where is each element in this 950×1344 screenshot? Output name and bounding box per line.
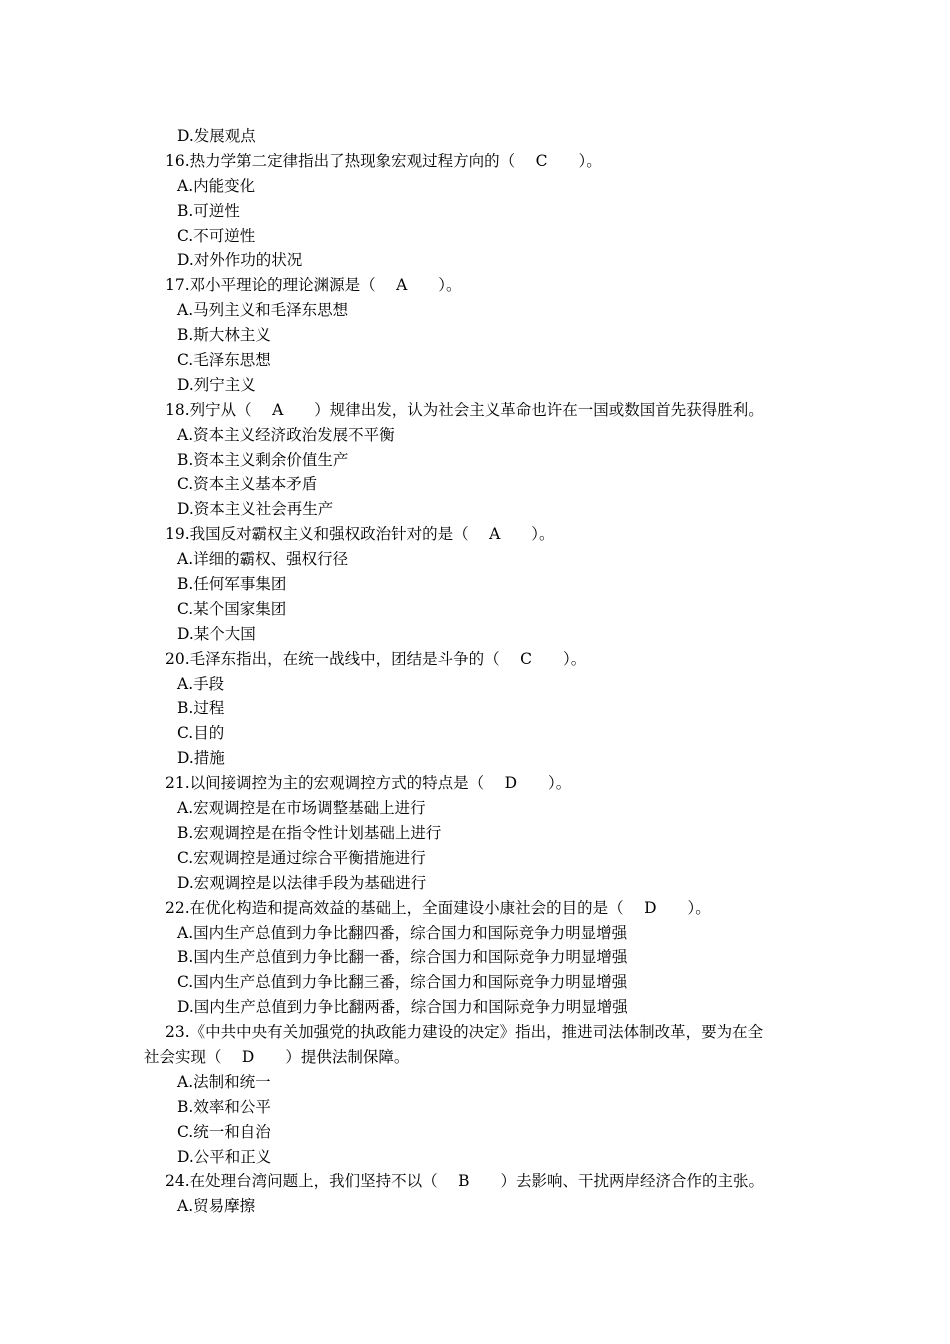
answer-option: B.可逆性: [177, 201, 240, 220]
answer-option: D.对外作功的状况: [177, 251, 303, 270]
answer-option: D.某个大国: [177, 624, 256, 643]
answer-option: A.手段: [177, 674, 225, 693]
answer-option: C.某个国家集团: [177, 599, 287, 618]
answer-option: B.宏观调控是在指令性计划基础上进行: [177, 823, 442, 842]
question-stem: 20.毛泽东指出，在统一战线中，团结是斗争的（ C ）。: [165, 649, 587, 668]
answer-option: C.统一和自治: [177, 1122, 271, 1141]
question-stem: 23.《中共中央有关加强党的执政能力建设的决定》指出，推进司法体制改革，要为在全: [165, 1023, 764, 1042]
answer-option: A.详细的霸权、强权行径: [177, 550, 349, 569]
answer-option: D.资本主义社会再生产: [177, 500, 334, 519]
answer-option: A.贸易摩擦: [177, 1197, 256, 1216]
answer-option: B.任何军事集团: [177, 575, 287, 594]
answer-option: C.宏观调控是通过综合平衡措施进行: [177, 848, 426, 867]
question-stem: 17.邓小平理论的理论渊源是（ A ）。: [165, 276, 462, 295]
answer-option: D.措施: [177, 749, 225, 768]
answer-option: A.宏观调控是在市场调整基础上进行: [177, 799, 426, 818]
answer-option: A.资本主义经济政治发展不平衡: [177, 425, 395, 444]
answer-option: C.毛泽东思想: [177, 351, 271, 370]
question-stem: 24.在处理台湾问题上，我们坚持不以（ B ）去影响、干扰两岸经济合作的主张。: [165, 1172, 764, 1191]
answer-option: B.斯大林主义: [177, 326, 271, 345]
answer-option: B.资本主义剩余价值生产: [177, 450, 349, 469]
answer-option: C.国内生产总值到力争比翻三番，综合国力和国际竞争力明显增强: [177, 973, 628, 992]
answer-option: A.国内生产总值到力争比翻四番，综合国力和国际竞争力明显增强: [177, 923, 628, 942]
answer-option: C.资本主义基本矛盾: [177, 475, 318, 494]
answer-option: C.不可逆性: [177, 226, 256, 245]
answer-option: B.国内生产总值到力争比翻一番，综合国力和国际竞争力明显增强: [177, 948, 628, 967]
answer-option: D.公平和正义: [177, 1147, 272, 1166]
answer-option: D.国内生产总值到力争比翻两番，综合国力和国际竞争力明显增强: [177, 998, 628, 1017]
question-stem: 21.以间接调控为主的宏观调控方式的特点是（ D ）。: [165, 774, 572, 793]
answer-option: D.发展观点: [177, 127, 256, 145]
answer-option: A.内能变化: [177, 176, 256, 195]
question-stem: 18.列宁从（ A ）规律出发，认为社会主义革命也许在一国或数国首先获得胜利。: [165, 400, 764, 419]
question-list: [144, 124, 808, 1219]
answer-option: B.过程: [177, 699, 225, 718]
answer-option: D.列宁主义: [177, 375, 256, 394]
question-stem: 16.热力学第二定律指出了热现象宏观过程方向的（ C ）。: [165, 151, 602, 170]
question-stem-continuation: 社会实现（ D ）提供法制保障。: [144, 1047, 410, 1066]
answer-option: D.宏观调控是以法律手段为基础进行: [177, 873, 427, 892]
answer-option: A.法制和统一: [177, 1072, 271, 1091]
answer-option: B.效率和公平: [177, 1097, 271, 1116]
question-stem: 22.在优化构造和提高效益的基础上，全面建设小康社会的目的是（ D ）。: [165, 898, 711, 917]
answer-option: A.马列主义和毛泽东思想: [177, 301, 349, 320]
answer-option: C.目的: [177, 724, 225, 743]
question-stem: 19.我国反对霸权主义和强权政治针对的是（ A ）。: [165, 525, 555, 544]
